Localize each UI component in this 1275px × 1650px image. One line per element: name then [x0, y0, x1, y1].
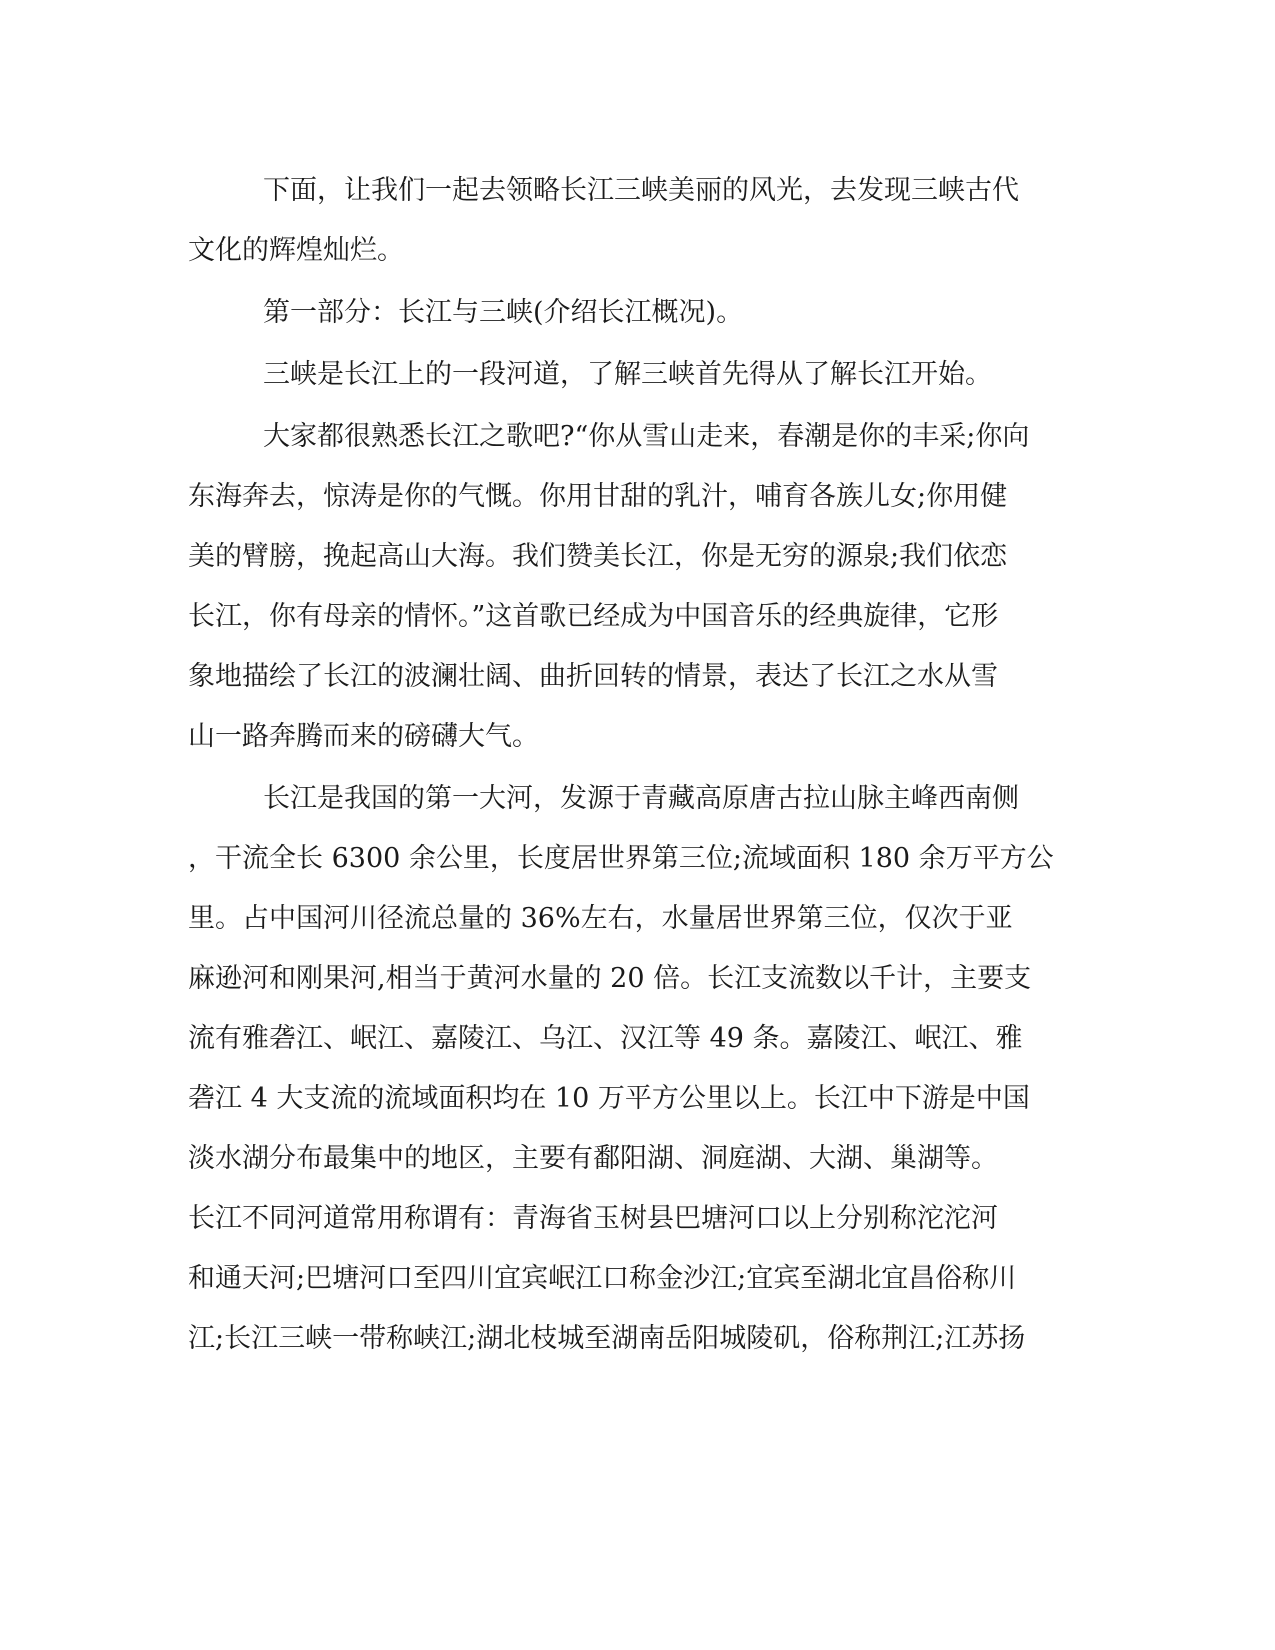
- paragraph-line: 江;长江三峡一带称峡江;湖北枝城至湖南岳阳城陵矶，俗称荆江;江苏扬: [188, 1323, 1026, 1354]
- paragraph-yangtze-facts: [188, 769, 1080, 1369]
- paragraph-intro: [188, 161, 1080, 283]
- paragraph-section-heading: [188, 283, 1080, 345]
- paragraph-line: 文化的辉煌灿烂。: [188, 235, 404, 266]
- paragraph-line: 三峡是长江上的一段河道，了解三峡首先得从了解长江开始。: [263, 359, 992, 390]
- paragraph-line: 淡水湖分布最集中的地区，主要有鄱阳湖、洞庭湖、大湖、巢湖等。: [188, 1143, 998, 1174]
- paragraph-line: 象地描绘了长江的波澜壮阔、曲折回转的情景，表达了长江之水从雪: [188, 661, 998, 692]
- paragraph-three-gorges-intro: [188, 345, 1080, 407]
- paragraph-line: 砻江 4 大支流的流域面积均在 10 万平方公里以上。长江中下游是中国: [188, 1083, 1030, 1114]
- document-body: [188, 161, 1080, 1369]
- paragraph-line: 里。占中国河川径流总量的 36%左右，水量居世界第三位，仅次于亚: [188, 903, 1013, 934]
- section-heading: 第一部分：长江与三峡(介绍长江概况)。: [263, 297, 744, 328]
- paragraph-line: 长江是我国的第一大河，发源于青藏高原唐古拉山脉主峰西南侧: [263, 783, 1019, 814]
- paragraph-line: 山一路奔腾而来的磅礴大气。: [188, 721, 539, 752]
- paragraph-line: 下面，让我们一起去领略长江三峡美丽的风光，去发现三峡古代: [263, 175, 1019, 206]
- paragraph-line: ，干流全长 6300 余公里，长度居世界第三位;流域面积 180 余万平方公: [188, 843, 1054, 874]
- paragraph-line: 长江，你有母亲的情怀。”这首歌已经成为中国音乐的经典旋律，它形: [188, 601, 999, 632]
- paragraph-line: 和通天河;巴塘河口至四川宜宾岷江口称金沙江;宜宾至湖北宜昌俗称川: [188, 1263, 1017, 1294]
- paragraph-song-of-yangtze: [188, 407, 1080, 769]
- paragraph-line: 美的臂膀，挽起高山大海。我们赞美长江，你是无穷的源泉;我们依恋: [188, 541, 1008, 572]
- paragraph-line: 东海奔去，惊涛是你的气慨。你用甘甜的乳汁，哺育各族儿女;你用健: [188, 481, 1008, 512]
- paragraph-line: 大家都很熟悉长江之歌吧?“你从雪山走来，春潮是你的丰采;你向: [263, 421, 1030, 452]
- paragraph-line: 流有雅砻江、岷江、嘉陵江、乌江、汉江等 49 条。嘉陵江、岷江、雅: [188, 1023, 1023, 1054]
- paragraph-line: 麻逊河和刚果河,相当于黄河水量的 20 倍。长江支流数以千计，主要支: [188, 963, 1032, 994]
- paragraph-line: 长江不同河道常用称谓有：青海省玉树县巴塘河口以上分别称沱沱河: [188, 1203, 998, 1234]
